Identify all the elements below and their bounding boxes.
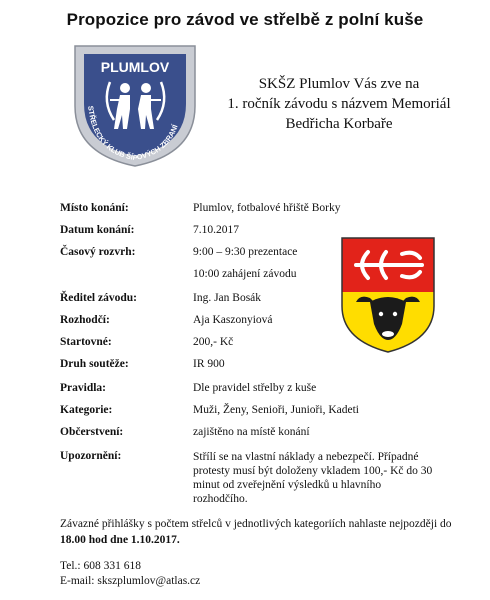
detail-label: Občerstvení: <box>60 426 124 438</box>
detail-value: zajištěno na místě konání <box>193 426 310 438</box>
detail-value: Muži, Ženy, Senioři, Junioři, Kadeti <box>193 404 359 416</box>
detail-value: 9:00 – 9:30 prezentace <box>193 246 298 258</box>
detail-label: Startovné: <box>60 336 112 348</box>
registration-note <box>60 516 460 548</box>
contact-email: E-mail: skszplumlov@atlas.cz <box>60 575 201 587</box>
detail-value: IR 900 <box>193 358 225 370</box>
detail-label: Ředitel závodu: <box>60 292 137 304</box>
detail-value: Ing. Jan Bosák <box>193 292 262 304</box>
detail-value: 200,- Kč <box>193 336 234 348</box>
detail-label: Pravidla: <box>60 382 106 394</box>
detail-label: Druh soutěže: <box>60 358 129 370</box>
detail-label: Místo konání: <box>60 202 129 214</box>
invitation-line: 1. ročník závodu s názvem Memoriál <box>227 96 451 112</box>
detail-label: Časový rozvrh: <box>60 246 136 258</box>
invitation-text <box>208 74 470 134</box>
page-title: Propozice pro závod ve střelbě z polní kuše <box>66 10 424 29</box>
municipal-crest <box>340 236 436 354</box>
registration-text: Závazné přihlášky s počtem střelců v jednotlivých kategoriích nahlaste nejpozději do <box>60 518 452 530</box>
detail-value: 10:00 zahájení závodu <box>193 268 297 280</box>
logo-title: PLUMLOV <box>100 59 170 75</box>
invitation-line: Bedřicha Korbaře <box>285 116 393 132</box>
detail-value: Plumlov, fotbalové hřiště Borky <box>193 202 341 214</box>
detail-value: Aja Kaszonyiová <box>193 314 273 326</box>
warning-text: Střílí se na vlastní náklady a nebezpečí. Případné protesty musí být doloženy vkladem 100,- Kč do 30 minut od zveřejnění výsledků u hlavního rozhodčího. <box>193 451 433 505</box>
detail-value: Dle pravidel střelby z kuše <box>193 382 317 394</box>
detail-label: Datum konání: <box>60 224 135 236</box>
contact-phone: Tel.: 608 331 618 <box>60 560 141 572</box>
registration-deadline: 18.00 hod dne 1.10.2017. <box>60 534 180 546</box>
logo-ring-text: STŘELECKÝ KLUB ŠÍPOVÝCH ZBRANÍ <box>86 105 180 163</box>
warning-label: Upozornění: <box>60 450 122 462</box>
detail-label: Kategorie: <box>60 404 113 416</box>
invitation-line: SKŠZ Plumlov Vás zve na <box>258 76 420 92</box>
club-logo <box>70 42 200 168</box>
detail-label: Rozhodčí: <box>60 314 110 326</box>
detail-value: 7.10.2017 <box>193 224 239 236</box>
